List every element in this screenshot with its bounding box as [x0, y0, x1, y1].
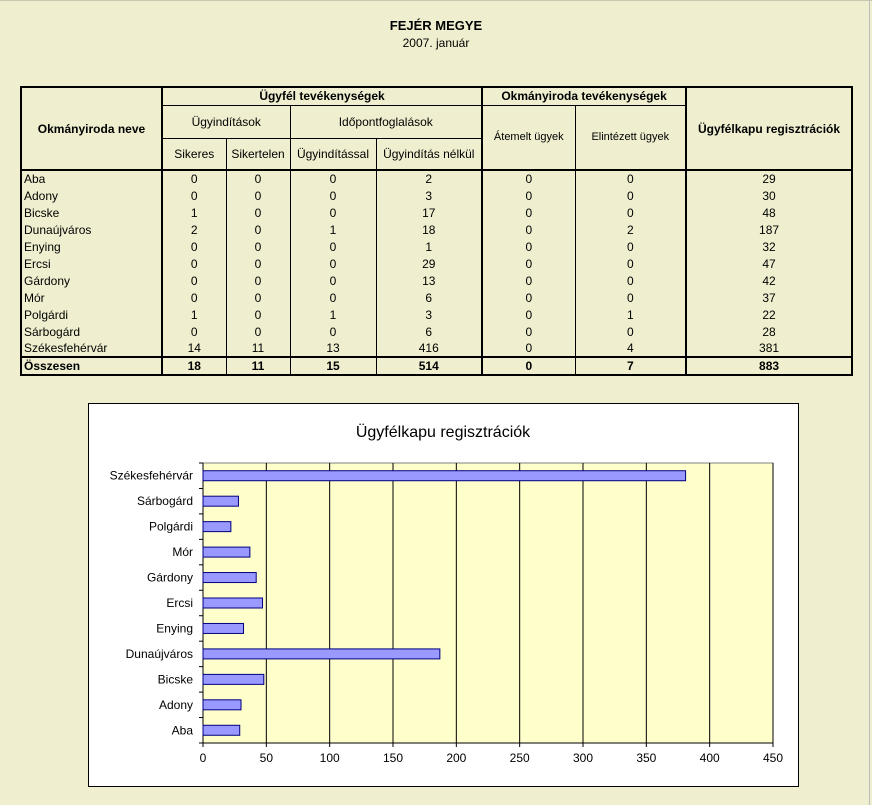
cell-sikeres: 0 [162, 255, 226, 272]
total-success: 18 [162, 357, 226, 375]
header-success: Sikeres [162, 138, 226, 170]
office-name-cell: Adony [21, 187, 162, 204]
bar-mór [203, 547, 250, 557]
cell-ugyinditassal: 0 [290, 170, 376, 187]
cell-elintezett: 1 [575, 306, 686, 323]
cell-regisztracio: 48 [762, 205, 776, 220]
total-completed: 7 [575, 357, 686, 375]
cell-elintezett: 0 [575, 272, 686, 289]
cell-ugyinditassal: 0 [290, 289, 376, 306]
cell-sikertelen: 0 [226, 289, 290, 306]
x-tick-label: 400 [699, 751, 720, 765]
cell-nelkul: 3 [425, 307, 433, 322]
cell-regisztracio: 22 [762, 307, 776, 322]
header-completed: Elintézett ügyek [591, 131, 670, 144]
cell-sikertelen: 0 [226, 255, 290, 272]
cell-ugyinditassal: 1 [290, 221, 376, 238]
y-category-label: Adony [158, 697, 193, 712]
cell-nelkul: 29 [422, 256, 436, 271]
cell-nelkul: 13 [422, 273, 436, 288]
x-tick-label: 200 [446, 751, 467, 765]
cell-sikeres: 1 [162, 306, 226, 323]
y-category-label: Bicske [157, 672, 193, 687]
cell-nelkul: 1 [425, 239, 433, 254]
cell-elintezett: 4 [575, 340, 686, 357]
cell-nelkul: 17 [422, 205, 436, 220]
office-name-cell: Enying [21, 238, 162, 255]
bar-ercsi [203, 598, 263, 608]
cell-regisztracio: 30 [762, 188, 776, 203]
cell-atemelt: 0 [482, 204, 575, 221]
header-without-initiation: Ügyindítás nélkül [376, 138, 482, 170]
header-initiations: Ügyindítások [162, 105, 290, 138]
cell-nelkul: 18 [422, 222, 436, 237]
cell-sikertelen: 0 [226, 221, 290, 238]
y-category-label: Gárdony [146, 570, 193, 585]
cell-atemelt: 0 [482, 221, 575, 238]
header-office-activities: Okmányiroda tevékenységek [482, 87, 686, 105]
cell-atemelt: 0 [482, 323, 575, 340]
cell-nelkul: 3 [425, 188, 433, 203]
total-with-initiation: 15 [290, 357, 376, 375]
cell-sikeres: 2 [162, 221, 226, 238]
registrations-bar-chart [89, 404, 798, 786]
cell-regisztracio: 29 [686, 170, 852, 187]
cell-sikertelen: 11 [226, 340, 290, 357]
y-category-label: Mór [172, 545, 193, 560]
bar-székesfehérvár [203, 471, 686, 481]
cell-nelkul: 416 [418, 341, 439, 355]
cell-regisztracio: 32 [762, 239, 776, 254]
cell-sikeres: 0 [162, 170, 226, 187]
cell-nelkul: 6 [425, 324, 433, 339]
cell-nelkul: 2 [376, 170, 482, 187]
cell-regisztracio: 187 [759, 222, 780, 237]
table-row [21, 187, 852, 204]
table-row [21, 221, 852, 238]
cell-sikeres: 1 [162, 204, 226, 221]
x-tick-label: 0 [199, 751, 207, 765]
cell-atemelt: 0 [482, 238, 575, 255]
cell-sikeres: 0 [162, 238, 226, 255]
cell-ugyinditassal: 0 [290, 255, 376, 272]
x-tick-label: 450 [762, 751, 784, 765]
office-name-cell: Gárdony [21, 272, 162, 289]
total-transferred: 0 [482, 357, 575, 375]
cell-regisztracio: 47 [762, 256, 776, 271]
cell-ugyinditassal: 0 [290, 187, 376, 204]
table-row [21, 289, 852, 306]
cell-sikertelen: 0 [226, 204, 290, 221]
office-name-cell: Dunaújváros [21, 221, 162, 238]
cell-sikeres: 0 [162, 272, 226, 289]
table-row [21, 204, 852, 221]
bar-bicske [203, 674, 264, 684]
cell-elintezett: 0 [575, 238, 686, 255]
x-tick-label: 100 [319, 751, 340, 765]
y-category-label: Enying [156, 621, 193, 636]
header-appointments: Időpontfoglalások [338, 114, 433, 129]
chart-title: Ügyfélkapu regisztrációk [355, 424, 531, 441]
cell-ugyinditassal: 13 [290, 340, 376, 357]
bar-sárbogárd [203, 496, 238, 506]
cell-sikertelen: 0 [226, 323, 290, 340]
bar-adony [203, 700, 241, 710]
cell-elintezett: 0 [575, 289, 686, 306]
cell-atemelt: 0 [482, 187, 575, 204]
cell-ugyinditassal: 0 [290, 204, 376, 221]
cell-atemelt: 0 [482, 306, 575, 323]
office-name-cell: Ercsi [21, 255, 162, 272]
table-row [21, 306, 852, 323]
cell-ugyinditassal: 0 [290, 238, 376, 255]
table-row [21, 170, 852, 187]
cell-elintezett: 2 [575, 221, 686, 238]
cell-regisztracio: 42 [762, 273, 776, 288]
right-border-line [869, 0, 870, 805]
top-border-line [0, 0, 872, 1]
total-registrations: 883 [686, 357, 852, 375]
cell-atemelt: 0 [482, 170, 575, 187]
cell-elintezett: 0 [575, 255, 686, 272]
cell-atemelt: 0 [482, 255, 575, 272]
office-name-cell: Bicske [21, 204, 162, 221]
bar-aba [203, 725, 240, 735]
plot-area [203, 463, 773, 743]
cell-sikeres: 0 [162, 323, 226, 340]
office-name-cell: Székesfehérvár [21, 340, 162, 357]
table-row [21, 323, 852, 340]
y-category-label: Dunaújváros [125, 646, 193, 661]
cell-elintezett: 0 [575, 170, 686, 187]
y-category-label: Aba [171, 723, 193, 738]
y-category-label: Székesfehérvár [109, 468, 193, 483]
header-failed: Sikertelen [226, 138, 290, 170]
cell-sikeres: 14 [162, 340, 226, 357]
y-category-label: Sárbogárd [136, 494, 193, 509]
cell-regisztracio: 37 [762, 290, 776, 305]
cell-ugyinditassal: 1 [290, 306, 376, 323]
x-tick-label: 150 [382, 751, 404, 765]
cell-regisztracio: 381 [759, 341, 780, 355]
table-row [21, 340, 852, 357]
bar-dunaújváros [203, 649, 440, 659]
cell-ugyinditassal: 0 [290, 323, 376, 340]
total-failed: 11 [226, 357, 290, 375]
x-tick-label: 300 [572, 751, 594, 765]
cell-sikertelen: 0 [226, 272, 290, 289]
bar-polgárdi [203, 522, 231, 532]
cell-nelkul: 6 [425, 290, 433, 305]
cell-sikertelen: 0 [226, 170, 290, 187]
office-name-cell: Sárbogárd [21, 323, 162, 340]
page-title: FEJÉR MEGYE [389, 18, 483, 33]
cell-regisztracio: 28 [762, 324, 776, 339]
x-tick-label: 250 [509, 751, 530, 765]
header-registrations: Ügyfélkapu regisztrációk [686, 87, 852, 170]
cell-atemelt: 0 [482, 289, 575, 306]
cell-atemelt: 0 [482, 340, 575, 357]
header-client-activities: Ügyfél tevékenységek [162, 87, 482, 105]
page-subtitle: 2007. január [402, 36, 470, 50]
chart-container [88, 403, 799, 787]
cell-elintezett: 0 [575, 204, 686, 221]
bar-enying [203, 623, 244, 633]
office-name-cell: Aba [21, 170, 162, 187]
header-with-initiation: Ügyindítással [290, 138, 376, 170]
bar-gárdony [203, 573, 256, 583]
total-label: Összesen [21, 357, 162, 375]
y-category-label: Ercsi [166, 596, 193, 610]
header-transferred: Átemelt ügyek [482, 105, 575, 170]
cell-sikertelen: 0 [226, 187, 290, 204]
total-without-initiation: 514 [376, 357, 482, 375]
total-row [21, 357, 852, 375]
cell-sikeres: 0 [162, 289, 226, 306]
header-office-name: Okmányiroda neve [21, 87, 162, 170]
cell-elintezett: 0 [575, 323, 686, 340]
cell-sikeres: 0 [162, 187, 226, 204]
cell-ugyinditassal: 0 [290, 272, 376, 289]
cell-atemelt: 0 [482, 272, 575, 289]
office-name-cell: Mór [21, 289, 162, 306]
cell-sikertelen: 0 [226, 306, 290, 323]
x-tick-label: 50 [259, 751, 274, 765]
table-row [21, 272, 852, 289]
y-category-label: Polgárdi [148, 519, 193, 534]
cell-elintezett: 0 [575, 187, 686, 204]
cell-sikertelen: 0 [226, 238, 290, 255]
office-name-cell: Polgárdi [21, 306, 162, 323]
table-row [21, 238, 852, 255]
statistics-table [20, 86, 853, 376]
x-tick-label: 350 [636, 751, 657, 765]
table-row [21, 255, 852, 272]
